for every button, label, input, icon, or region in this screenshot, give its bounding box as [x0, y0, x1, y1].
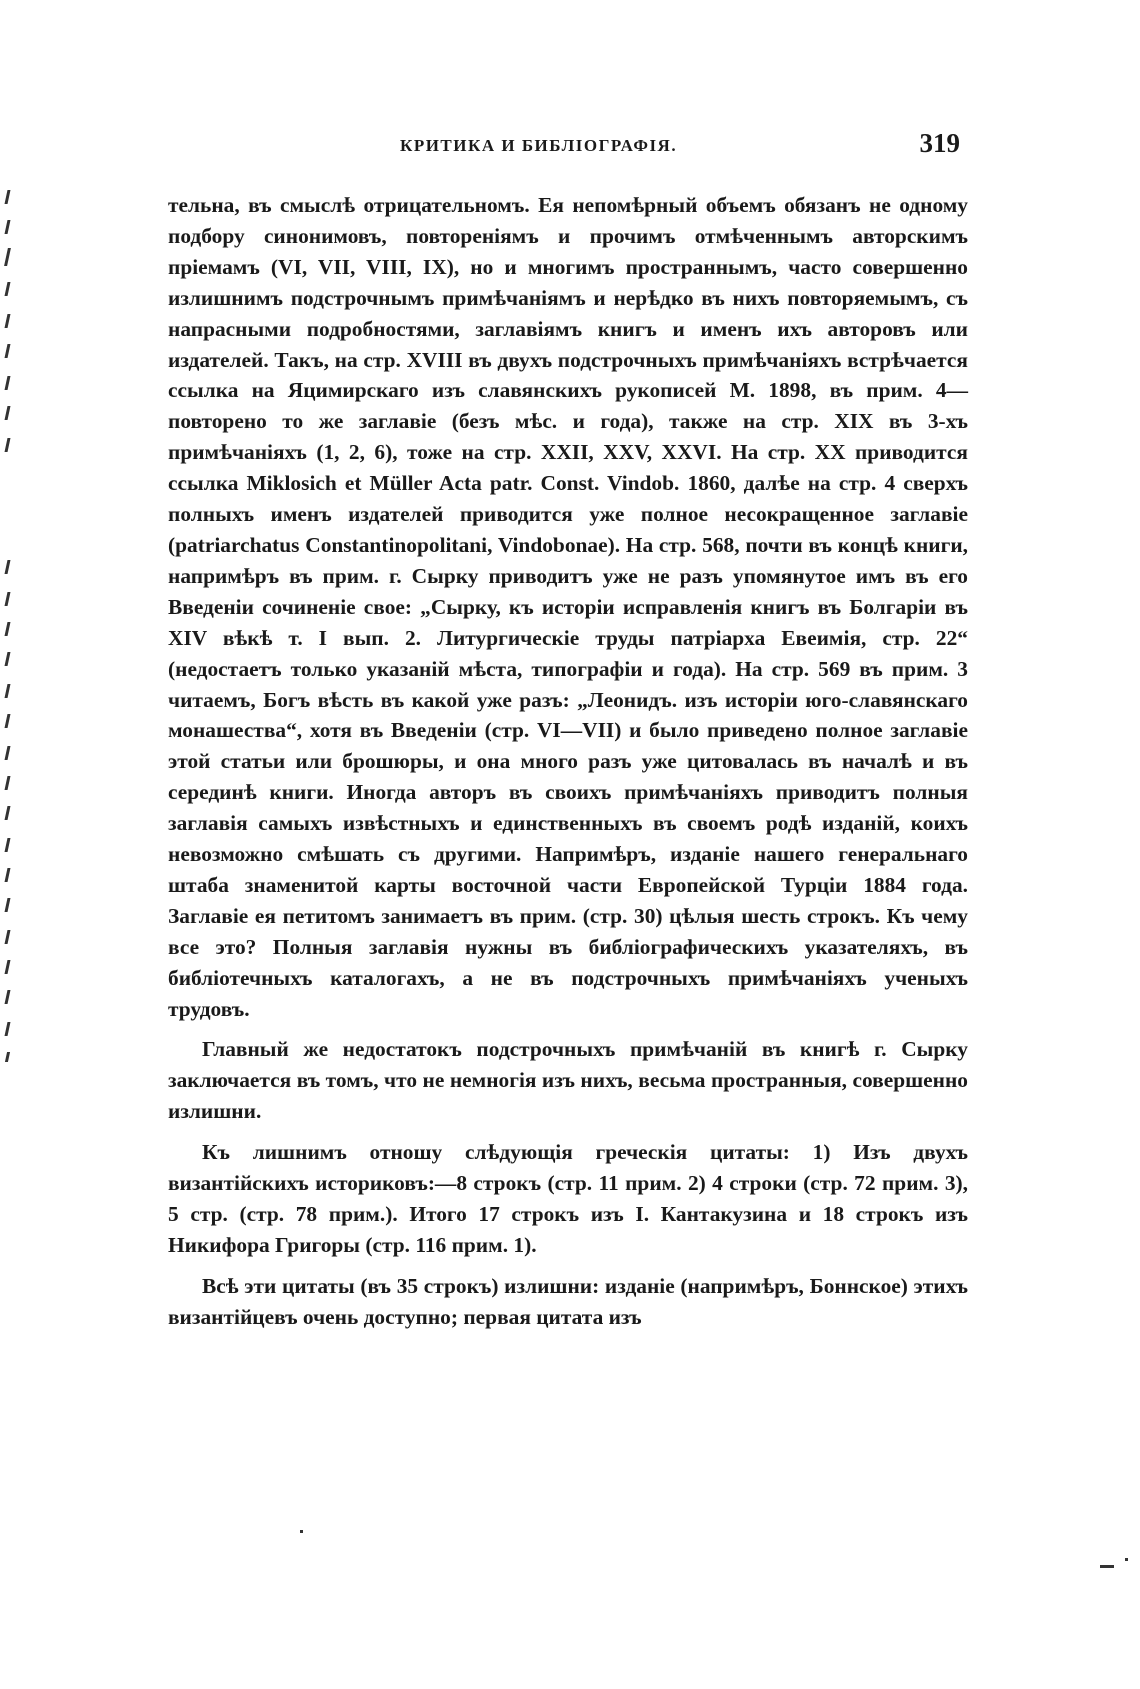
binding-mark — [5, 314, 11, 328]
paper-speck — [1100, 1565, 1114, 1568]
binding-mark — [5, 930, 11, 944]
binding-mark — [5, 376, 11, 390]
binding-mark — [5, 684, 11, 698]
binding-mark — [5, 406, 11, 420]
binding-mark — [5, 806, 11, 820]
binding-mark — [5, 960, 11, 974]
binding-mark — [5, 652, 11, 666]
paper-speck — [300, 1530, 303, 1533]
page-number: 319 — [919, 128, 960, 158]
binding-mark — [5, 344, 11, 358]
binding-mark — [5, 838, 11, 852]
binding-mark — [5, 438, 11, 452]
paragraph-1: тельна, въ смыслѣ отрицательномъ. Ея непомѣрный объемъ обязанъ не одному подбору синонимовъ, повтореніямъ и прочимъ отмѣченнымъ авторскимъ пріемамъ (VI, VII, VIII, IX), но и многимъ пространнымъ, часто совершенно излишнимъ подстрочнымъ примѣчаніямъ и нерѣдко въ нихъ повторяемымъ, съ напрасными подробностями, заглавіямъ книгъ и именъ ихъ авторовъ или издателей. Такъ, на стр. XVIII въ двухъ подстрочныхъ примѣчаніяхъ встрѣчается ссылка на Яцимирскаго изъ славянскихъ рукописей М. 1898, въ прим. 4—повторено то же заглавіе (безъ мѣс. и года), также на стр. XIX въ 3-хъ примѣчаніяхъ (1, 2, 6), тоже на стр. XXII, XXV, XXVI. На стр. XX приводится ссылка Miklosich et Müller Acta patr. Const. Vindob. 1860, далѣе на стр. 4 сверхъ полныхъ именъ издателей приводится уже полное несокращенное заглавіе (patriarchatus Constantinopolitani, Vindobonae). На стр. 568, почти въ концѣ книги, напримѣръ въ прим. г. Сырку приводитъ уже не разъ упомянутое имъ въ его Введеніи сочиненіе свое: „Сырку, къ исторіи исправленія книгъ въ Болгаріи въ XIV вѣкѣ т. I вып. 2. Литургическіе труды патріарха Евеимія, стр. 22“ (недостаетъ только указаній мѣста, типографіи и года). На стр. 569 въ прим. 3 читаемъ, Богъ вѣсть въ какой уже разъ: „Леонидъ. изъ исторіи юго-славянскаго монашества“, хотя въ Введеніи (стр. VI—VII) и было приведено полное заглавіе этой статьи или брошюры, и она много разъ уже цитовалась въ началѣ и въ серединѣ книги. Иногда авторъ въ своихъ примѣчаніяхъ приводитъ полныя заглавія самыхъ извѣстныхъ и единственныхъ въ своемъ родѣ изданій, коихъ невозможно смѣшать съ другими. Напримѣръ, изданіе нашего генеральнаго штаба знаменитой карты восточной части Европейской Турціи 1884 года. Заглавіе ея петитомъ занимаетъ въ прим. (стр. 30) цѣлыя шесть строкъ. Къ чему все это? Полныя заглавія нужны въ библіографическихъ указателяхъ, въ библіотечныхъ каталогахъ, а не въ подстрочныхъ примѣчаніяхъ ученыхъ трудовъ. — [168, 193, 968, 1021]
binding-mark — [5, 868, 11, 882]
binding-mark — [5, 282, 11, 296]
binding-mark — [5, 898, 11, 912]
binding-mark — [5, 990, 11, 1004]
running-head: КРИТИКА И БИБЛІОГРАФІЯ. — [400, 136, 678, 155]
paragraph-4: Всѣ эти цитаты (въ 35 строкъ) излишни: изданіе (напримѣръ, Боннское) этихъ византійцевъ очень доступно; первая цитата изъ — [168, 1273, 968, 1329]
binding-mark — [5, 592, 11, 606]
binding-mark — [5, 776, 11, 790]
binding-mark — [5, 1022, 11, 1036]
page-body — [168, 190, 968, 1333]
binding-mark — [5, 746, 11, 760]
paper-speck — [1125, 1558, 1128, 1561]
binding-mark — [5, 714, 11, 728]
binding-mark — [5, 622, 11, 636]
page-header — [170, 128, 970, 168]
binding-edge-marks — [2, 190, 16, 1090]
paragraph-2: Главный же недостатокъ подстрочныхъ примѣчаній въ книгѣ г. Сырку заключается въ томъ, что не немногія изъ нихъ, весьма пространныя, совершенно излишни. — [168, 1037, 968, 1124]
binding-mark — [5, 560, 11, 574]
binding-mark — [5, 220, 11, 234]
paragraph-3: Къ лишнимъ отношу слѣдующія греческія цитаты: 1) Изъ двухъ византійскихъ историковъ:—8 строкъ (стр. 11 прим. 2) 4 строки (стр. 72 прим. 3), 5 стр. (стр. 78 прим.). Итого 17 строкъ изъ I. Кантакузина и 18 строкъ изъ Никифора Григоры (стр. 116 прим. 1). — [168, 1140, 968, 1257]
binding-mark — [5, 190, 11, 204]
binding-mark — [4, 248, 11, 266]
binding-mark — [5, 1052, 10, 1062]
